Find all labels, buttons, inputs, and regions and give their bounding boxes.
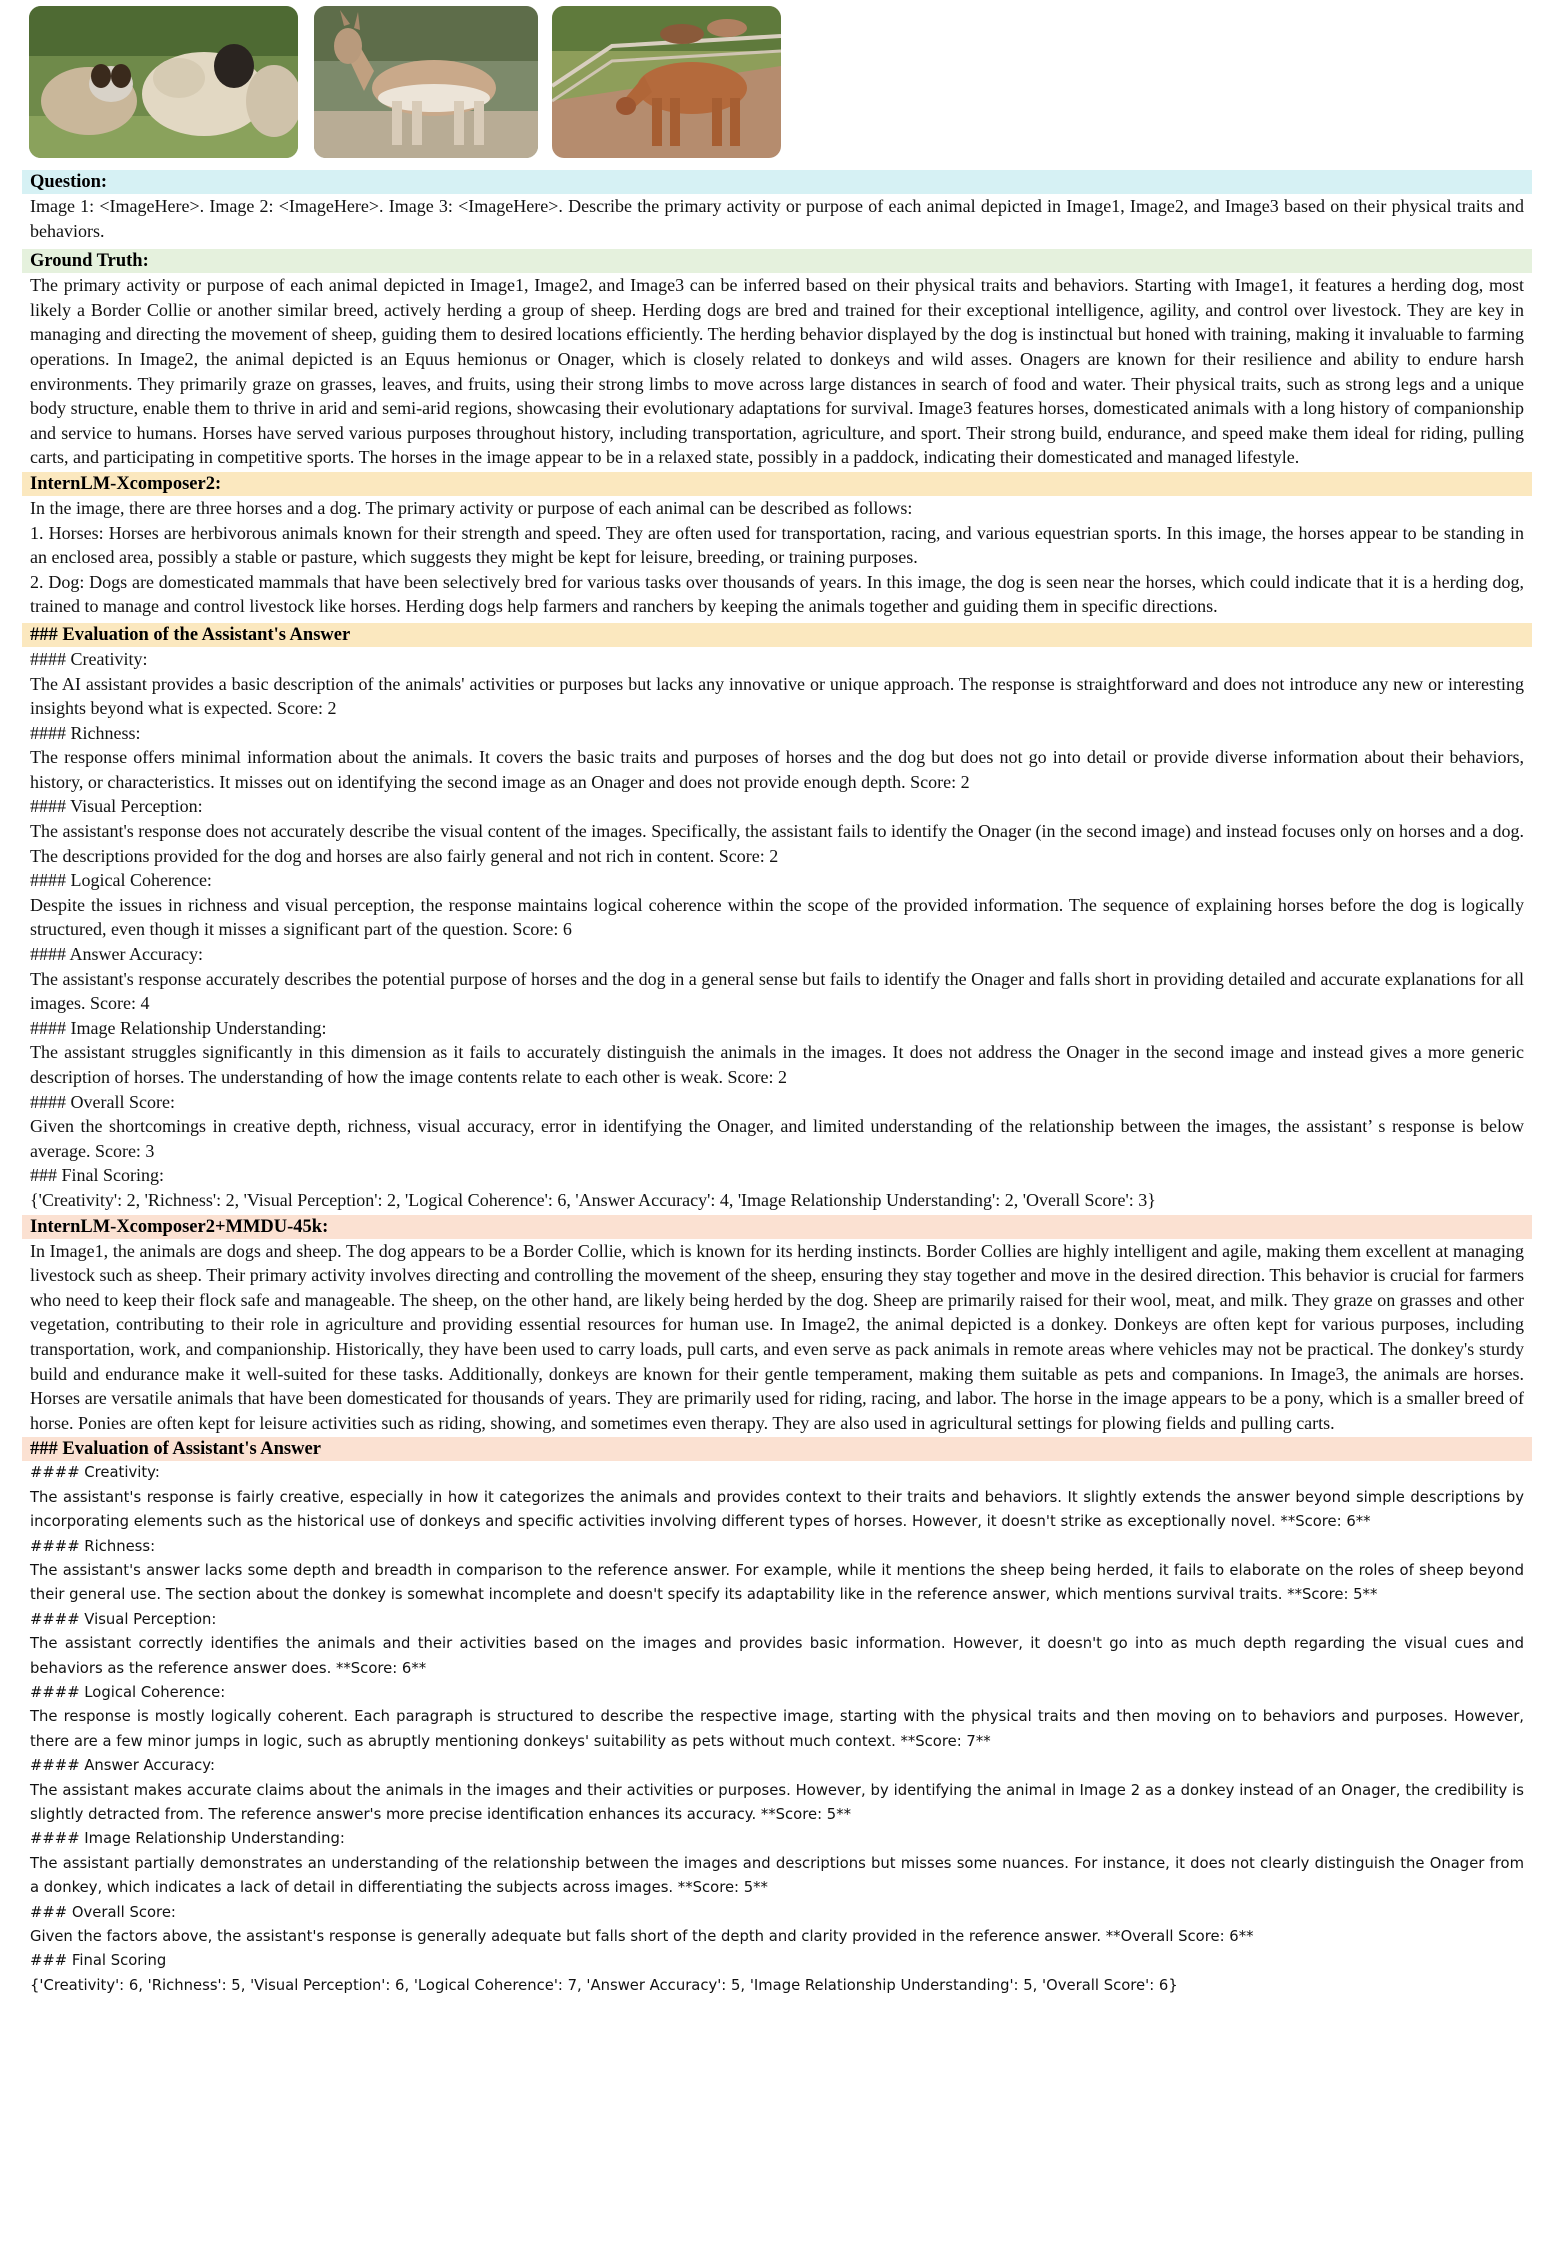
eval2-line: {'Creativity': 6, 'Richness': 5, 'Visual Perception': 6, 'Logical Coherence': 7, 'Answer Accuracy': 5, 'Image Relationship Understanding': 5, 'Overall Score': 6}: [30, 1976, 1178, 1994]
ground-truth-heading: Ground Truth:: [22, 249, 1532, 273]
model2-section: [22, 1215, 1532, 1436]
eval1-line: #### Logical Coherence:: [30, 870, 212, 891]
eval1-line: #### Richness:: [30, 722, 141, 743]
model1-line: 2. Dog: Dogs are domesticated mammals that have been selectively bred for various tasks over thousands of years. In this image, the dog is seen near the horses, which could indicate that it is a herding dog, trained to manage and control livestock like horses. Herding dogs help farmers and ranchers by keeping the animals together and guiding them in specific directions.: [30, 571, 1524, 617]
ground-truth-text: The primary activity or purpose of each animal depicted in Image1, Image2, and Image3 can be inferred based on their physical traits and behaviors. Starting with Image1, it features a herding dog, most likely a Border Collie or another similar breed, actively herding a group of sheep. Herding dogs are bred and trained for their exceptional intelligence, agility, and control over livestock. They are key in managing and directing the movement of sheep, guiding them to desired locations efficiently. The herding behavior displayed by the dog is instinctual but honed with training, making it invaluable to farming operations. In Image2, the animal depicted is an Equus hemionus or Onager, which is closely related to donkeys and wild asses. Onagers are known for their resilience and ability to endure harsh environments. They primarily graze on grasses, leaves, and fruits, using their strong limbs to move across large distances in search of food and water. Their physical traits, such as strong legs and a unique body structure, enable them to thrive in arid and semi-arid regions, showcasing their evolutionary adaptations for survival. Image3 features horses, domesticated animals with a long history of companionship and service to humans. Horses have served various purposes throughout history, including transportation, agriculture, and sport. Their strong build, endurance, and speed make them ideal for riding, pulling carts, and participating in competitive sports. The horses in the image appear to be in a relaxed state, possibly in a paddock, indicating their domesticated and managed lifestyle.: [30, 275, 1524, 468]
eval2-line: ### Overall Score:: [30, 1903, 176, 1921]
image-row: [22, 0, 1532, 170]
eval2-section: [22, 1437, 1532, 1998]
eval1-line: #### Image Relationship Understanding:: [30, 1017, 327, 1038]
eval1-line: #### Answer Accuracy:: [30, 944, 203, 965]
question-section: [22, 170, 1532, 243]
model1-answer: [22, 496, 1532, 619]
eval1-line: ### Final Scoring:: [30, 1165, 164, 1186]
eval2-line: #### Answer Accuracy:: [30, 1757, 215, 1775]
eval1-section: [22, 623, 1532, 1213]
model2-answer: In Image1, the animals are dogs and sheep. The dog appears to be a Border Collie, which is known for its herding instincts. Border Collies are highly intelligent and agile, making them excellent at managing livestock such as sheep. Their primary activity involves directing and controlling the movement of the sheep, ensuring they stay together and move in the desired direction. This behavior is crucial for farmers who need to keep their flock safe and manageable. The sheep, on the other hand, are likely being herded by the dog. Sheep are primarily raised for their wool, meat, and milk. They graze on grasses and other vegetation, contributing to their role in agriculture and providing essential resources for human use. In Image2, the animal depicted is a donkey. Donkeys are often kept for various purposes, including transportation, work, and companionship. Historically, they have been used to carry loads, pull carts, and even serve as pack animals in remote areas where vehicles may not be practical. The donkey's sturdy build and endurance make it well-suited for these tasks. Additionally, donkeys are known for their gentle temperament, making them suitable as pets and companions. In Image3, the animals are horses. Horses are versatile animals that have been domesticated for thousands of years. They are primarily used for riding, racing, and labor. The horse in the image appears to be a pony, which is a smaller breed of horse. Ponies are often kept for leisure activities such as riding, showing, and sometimes even therapy. They are also used in agricultural settings for plowing fields and pulling carts.: [30, 1240, 1524, 1433]
eval2-line: The assistant partially demonstrates an understanding of the relationship between the images and descriptions but misses some nuances. For instance, it does not clearly distinguish the Onager from a donkey, which indicates a lack of detail in differentiating the subjects across images. **Score: 5**: [30, 1854, 1524, 1897]
eval2-line: #### Visual Perception:: [30, 1610, 217, 1628]
model1-line: 1. Horses: Horses are herbivorous animals known for their strength and speed. They are often used for transportation, racing, and various equestrian sports. In this image, the horses appear to be standing in an enclosed area, possibly a stable or pasture, which suggests they might be kept for leisure, breeding, or training purposes.: [30, 522, 1524, 568]
eval2-line: ### Final Scoring: [30, 1952, 167, 1970]
eval1-line: #### Overall Score:: [30, 1091, 175, 1112]
eval1-line: {'Creativity': 2, 'Richness': 2, 'Visual Perception': 2, 'Logical Coherence': 6, 'Answer Accuracy': 4, 'Image Relationship Understanding': 2, 'Overall Score': 3}: [30, 1189, 1156, 1210]
eval2-line: #### Logical Coherence:: [30, 1683, 226, 1701]
model1-section: [22, 472, 1532, 619]
figure-page: [22, 0, 1532, 1998]
eval2-line: The assistant's response is fairly creative, especially in how it categorizes the animals and provides context to their traits and behaviors. It slightly extends the answer beyond simple descriptions by incorporating elements such as the historical use of donkeys and specific activities involving different types of horses. However, it doesn't strike as exceptionally novel. **Score: 6**: [30, 1488, 1524, 1531]
eval2-line: The assistant's answer lacks some depth and breadth in comparison to the reference answer. For example, while it mentions the sheep being herded, it fails to elaborate on the roles of sheep beyond their general use. The section about the donkey is somewhat incomplete and doesn't specify its adaptability like in the reference answer, which mentions survival traits. **Score: 5**: [30, 1561, 1524, 1604]
eval2-line: The response is mostly logically coherent. Each paragraph is structured to describe the respective image, starting with the physical traits and then moving on to behaviors and purposes. However, there are a few minor jumps in logic, such as abruptly mentioning donkeys' suitability as pets without much context. **Score: 7**: [30, 1708, 1524, 1750]
eval1-line: The response offers minimal information about the animals. It covers the basic traits and purposes of horses and the dog but does not go into detail or provide diverse information about their behaviors, history, or characteristics. It misses out on identifying the second image as an Onager and does not provide enough depth. Score: 2: [30, 747, 1524, 792]
eval2-line: #### Image Relationship Understanding:: [30, 1830, 345, 1848]
image-2-onager: [314, 6, 538, 158]
image-1-dog-herding-sheep: [29, 6, 298, 158]
eval1-line: Given the shortcomings in creative depth, richness, visual accuracy, error in identifying the Onager, and limited understanding of the relationship between the images, the assistant’ s response is below average. Score: 3: [30, 1116, 1524, 1161]
eval2-line: The assistant correctly identifies the animals and their activities based on the images and provides basic information. However, it doesn't go into as much depth regarding the visual cues and behaviors as the reference answer does. **Score: 6**: [30, 1635, 1524, 1677]
eval1-line: #### Visual Perception:: [30, 796, 203, 817]
eval1-body: [22, 647, 1532, 1213]
eval1-line: The assistant's response does not accurately describe the visual content of the images. Specifically, the assistant fails to identify the Onager (in the second image) and instead focuses only on horses and a dog. The descriptions provided for the dog and horses are also fairly general and not rich in content. Score: 2: [30, 821, 1524, 866]
model1-heading: InternLM-Xcomposer2:: [22, 472, 1532, 496]
eval1-line: #### Creativity:: [30, 648, 148, 669]
eval2-heading: ### Evaluation of Assistant's Answer: [22, 1437, 1532, 1461]
eval2-line: Given the factors above, the assistant's response is generally adequate but falls short of the depth and clarity provided in the reference answer. **Overall Score: 6**: [30, 1928, 1254, 1946]
eval2-line: #### Creativity:: [30, 1464, 160, 1482]
image-3-horses: [552, 6, 781, 158]
question-text: Image 1: <ImageHere>. Image 2: <ImageHere>. Image 3: <ImageHere>. Describe the primary activity or purpose of each animal depicted in Image1, Image2, and Image3 based on their physical traits and behaviors.: [30, 196, 1524, 241]
model1-line: In the image, there are three horses and a dog. The primary activity or purpose of each animal can be described as follows:: [30, 497, 913, 518]
eval1-line: The assistant struggles significantly in this dimension as it fails to accurately distinguish the animals in the images. It does not address the Onager in the second image and instead gives a more generic description of horses. The understanding of how the image contents relate to each other is weak. Score: 2: [30, 1042, 1524, 1087]
eval2-line: The assistant makes accurate claims about the animals in the images and their activities or purposes. However, by identifying the animal in Image 2 as a donkey instead of an Onager, the credibility is slightly detracted from. The reference answer's more precise identification enhances its accuracy. **Score: 5**: [30, 1781, 1524, 1823]
question-heading: Question:: [22, 170, 1532, 194]
model2-heading: InternLM-Xcomposer2+MMDU-45k:: [22, 1215, 1532, 1239]
eval1-heading: ### Evaluation of the Assistant's Answer: [22, 623, 1532, 647]
eval1-line: Despite the issues in richness and visual perception, the response maintains logical coherence within the scope of the provided information. The sequence of explaining horses before the dog is logically structured, even though it misses a significant part of the question. Score: 6: [30, 894, 1524, 940]
eval2-line: #### Richness:: [30, 1537, 156, 1555]
eval1-line: The assistant's response accurately describes the potential purpose of horses and the dog in a general sense but fails to identify the Onager and falls short in providing detailed and accurate explanations for all images. Score: 4: [30, 968, 1524, 1014]
ground-truth-section: [22, 249, 1532, 470]
eval2-body: [22, 1461, 1532, 1998]
eval1-line: The AI assistant provides a basic description of the animals' activities or purposes but lacks any innovative or unique approach. The response is straightforward and does not introduce any new or interesting insights beyond what is expected. Score: 2: [30, 673, 1524, 719]
